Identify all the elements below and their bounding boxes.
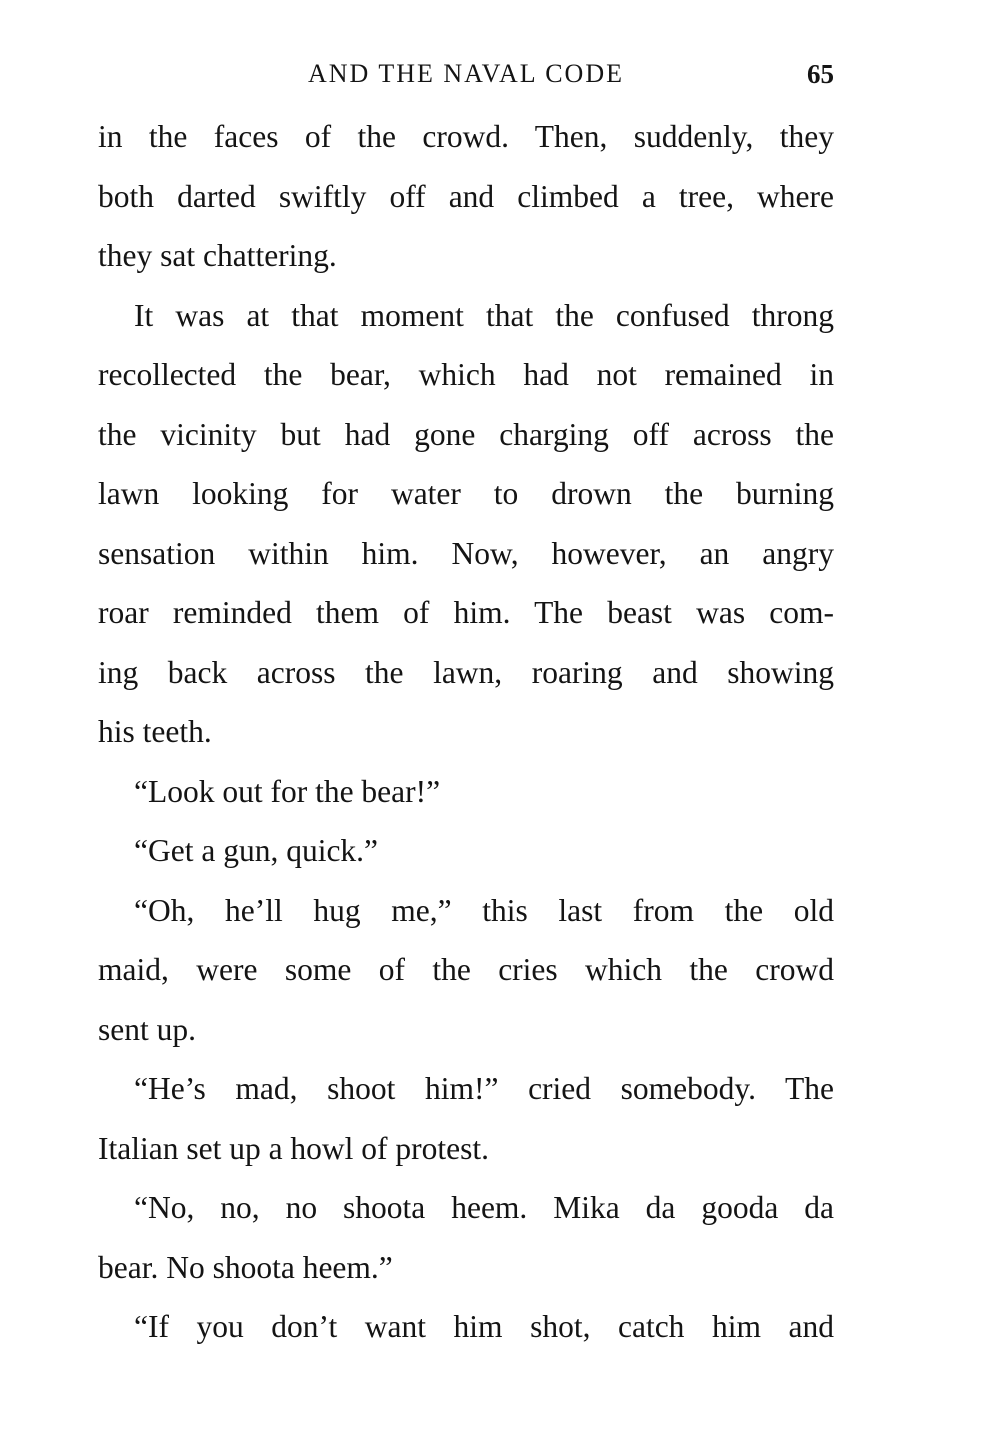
text-line: bear. No shoota heem.” xyxy=(98,1249,393,1285)
text-line: “Look out for the bear!” xyxy=(134,773,441,809)
text-line: recollected the bear, which had not remained in xyxy=(98,357,834,392)
text-line: Italian set up a howl of protest. xyxy=(98,1130,490,1166)
page-number: 65 xyxy=(807,59,834,89)
text-line: “He’s mad, shoot him!” cried somebody. The xyxy=(134,1071,834,1106)
text-line: ing back across the lawn, roaring and showing xyxy=(98,654,834,690)
body-text xyxy=(98,107,834,1357)
text-line: “If you don’t want him shot, catch him and xyxy=(134,1309,834,1344)
text-line: “Get a gun, quick.” xyxy=(134,833,379,868)
text-line: lawn looking for water to drown the burning xyxy=(98,476,834,511)
text-line: the vicinity but had gone charging off across the xyxy=(98,416,834,452)
text-line: they sat chattering. xyxy=(98,238,337,273)
text-line: roar reminded them of him. The beast was com- xyxy=(98,595,834,630)
text-line: in the faces of the crowd. Then, suddenly, they xyxy=(98,119,834,154)
text-line: It was at that moment that the confused throng xyxy=(134,297,834,333)
text-line: both darted swiftly off and climbed a tree, where xyxy=(98,178,834,214)
text-line: “Oh, he’ll hug me,” this last from the old xyxy=(134,892,834,928)
text-line: his teeth. xyxy=(98,714,212,749)
running-head xyxy=(98,54,834,94)
text-line: maid, were some of the cries which the crowd xyxy=(98,952,834,987)
text-line: sensation within him. Now, however, an angry xyxy=(98,535,834,571)
running-title: AND THE NAVAL CODE xyxy=(308,59,624,88)
text-line: sent up. xyxy=(98,1011,196,1047)
text-line: “No, no, no shoota heem. Mika da gooda da xyxy=(134,1190,834,1225)
